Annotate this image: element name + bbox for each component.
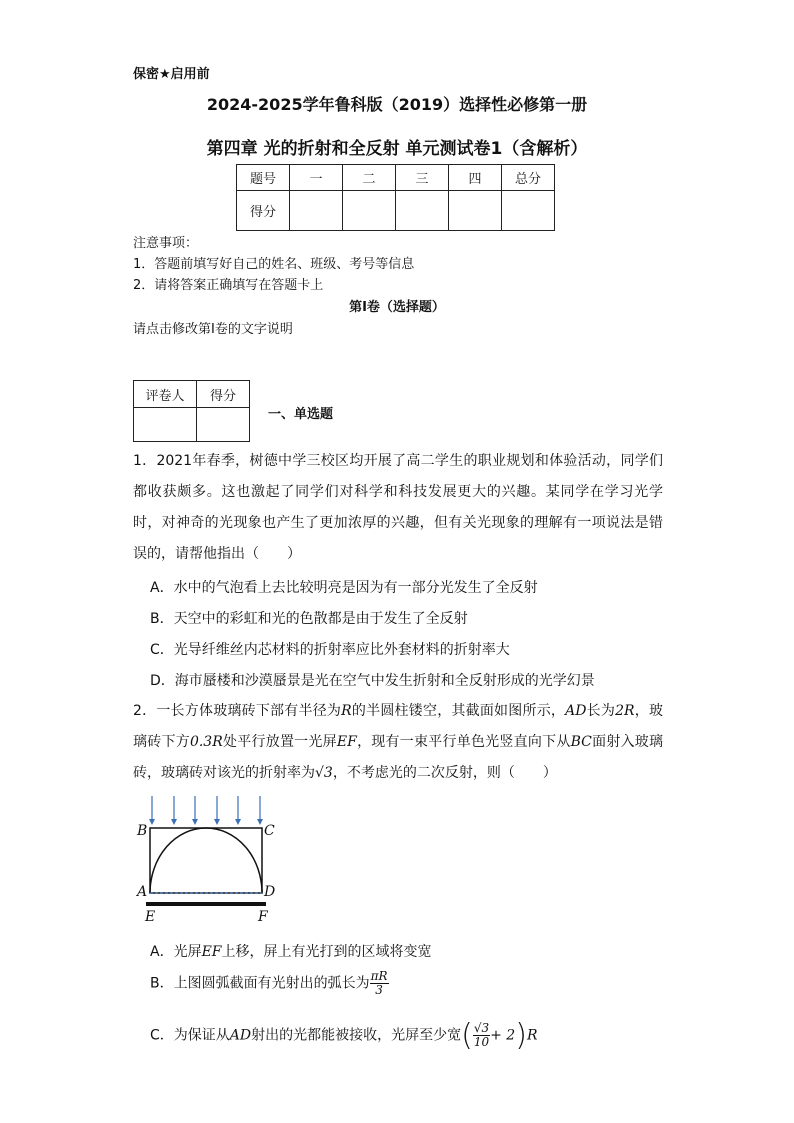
question-1-option-b: B．天空中的彩虹和光的色散都是由于发生了全反射: [150, 611, 468, 627]
grader-score-cell: [197, 408, 250, 442]
score-cell: [343, 191, 396, 231]
label-b: B: [137, 823, 148, 839]
grader-score-label: 得分: [197, 381, 250, 408]
math-symbol: R: [341, 703, 352, 719]
score-header-cell: 二: [343, 165, 396, 191]
incident-light-arrows: [149, 796, 263, 825]
fraction-denominator: 3: [375, 983, 383, 997]
notes-heading: 注意事项：: [133, 236, 199, 251]
score-table: [236, 164, 555, 231]
option-text: 上移，屏上有光打到的区域将变宽: [221, 944, 432, 960]
label-f: F: [258, 909, 268, 924]
score-header-cell: 三: [396, 165, 449, 191]
stem-text: 面射入玻璃砖，玻璃砖对该光的折射率为: [133, 734, 664, 781]
fraction-denominator: 10: [473, 1035, 490, 1049]
stem-text: 2．一长方体玻璃砖下部有半径为: [133, 703, 342, 719]
exam-title-line2: 第四章 光的折射和全反射 单元测试卷1（含解析）: [206, 139, 588, 159]
grader-reviewer-cell: [134, 408, 197, 442]
question-2-option-c: [150, 1018, 537, 1053]
question-2-option-a: [150, 941, 432, 961]
notes-item: 2．请将答案正确填写在答题卡上: [133, 278, 324, 293]
math-symbol: AD: [229, 1027, 252, 1044]
label-d: D: [264, 884, 276, 900]
part-title: 一、单选题: [268, 407, 334, 422]
math-symbol: EF: [201, 944, 222, 960]
option-text: C．为保证从: [150, 1027, 230, 1044]
notes: [133, 233, 414, 296]
paren-left: (: [461, 1018, 473, 1053]
label-e: E: [145, 909, 156, 924]
paren-right: ): [515, 1018, 527, 1053]
math-symbol: √3: [315, 765, 333, 781]
score-cell: [449, 191, 502, 231]
glass-brick-figure: [134, 792, 284, 924]
semicircle-cavity: [150, 828, 262, 893]
question-1-option-c: C．光导纤维丝内芯材料的折射率应比外套材料的折射率大: [150, 642, 510, 658]
option-text: A．光屏: [150, 944, 202, 960]
stem-text: ，玻璃砖下方: [133, 703, 664, 750]
score-cell: [502, 191, 555, 231]
option-text: 射出的光都能被接收，光屏至少宽: [251, 1027, 462, 1044]
question-1-stem: 1．2021年春季，树德中学三校区均开展了高二学生的职业规划和体验活动，同学们都收获颇多。这也激起了同学们对科学和科技发展更大的兴趣。某同学在学习光学时，对神奇的光现象也产生了更加浓厚的兴趣，但有关光现象的理解有一项说法是错误的，请帮他指出（ ）: [133, 453, 663, 562]
score-cell: [396, 191, 449, 231]
fraction-numerator: πR: [370, 969, 388, 983]
section-title: 第I卷（选择题）: [349, 300, 445, 315]
fraction-numerator: √3: [473, 1021, 490, 1035]
confidential-label: 保密★启用前: [133, 67, 210, 82]
fraction: [370, 970, 389, 997]
grader-table: [133, 380, 250, 442]
math-symbol: BC: [570, 734, 592, 750]
score-header-cell: 四: [449, 165, 502, 191]
fraction: [473, 1022, 490, 1049]
score-header-cell: 一: [290, 165, 343, 191]
score-row-label: 得分: [237, 191, 290, 231]
math-symbol: + 2: [490, 1027, 516, 1044]
math-symbol: 0.3R: [189, 734, 223, 750]
grader-reviewer-label: 评卷人: [134, 381, 197, 408]
stem-text: 的半圆柱镂空，其截面如图所示，: [351, 703, 566, 719]
section-hint: 请点击修改第I卷的文字说明: [133, 322, 293, 337]
option-text: B．上图圆弧截面有光射出的弧长为: [150, 975, 370, 992]
label-a: A: [137, 884, 148, 900]
score-cell: [290, 191, 343, 231]
math-symbol: 2R: [615, 703, 635, 719]
exam-title-line1: 2024-2025学年鲁科版（2019）选择性必修第一册: [206, 95, 588, 114]
notes-item: 1．答题前填写好自己的姓名、班级、考号等信息: [133, 257, 415, 272]
question-1-option-d: D．海市蜃楼和沙漠蜃景是光在空气中发生折射和全反射形成的光学幻景: [150, 673, 595, 689]
question-2-option-b: [150, 970, 389, 997]
label-c: C: [264, 823, 275, 839]
question-1-option-a: A．水中的气泡看上去比较明亮是因为有一部分光发生了全反射: [150, 580, 538, 596]
stem-text: 长为: [586, 703, 616, 719]
stem-text: ，不考虑光的二次反射，则（ ）: [332, 765, 557, 781]
score-header-cell: 总分: [502, 165, 555, 191]
math-symbol: R: [526, 1027, 538, 1044]
stem-text: ，现有一束平行单色光竖直向下从: [356, 734, 571, 750]
math-symbol: AD: [565, 703, 587, 719]
question-2-stem: [133, 696, 663, 789]
math-symbol: EF: [336, 734, 357, 750]
stem-text: 处平行放置一光屏: [222, 734, 337, 750]
score-header-cell: 题号: [237, 165, 290, 191]
glass-brick-outline: [150, 828, 262, 893]
